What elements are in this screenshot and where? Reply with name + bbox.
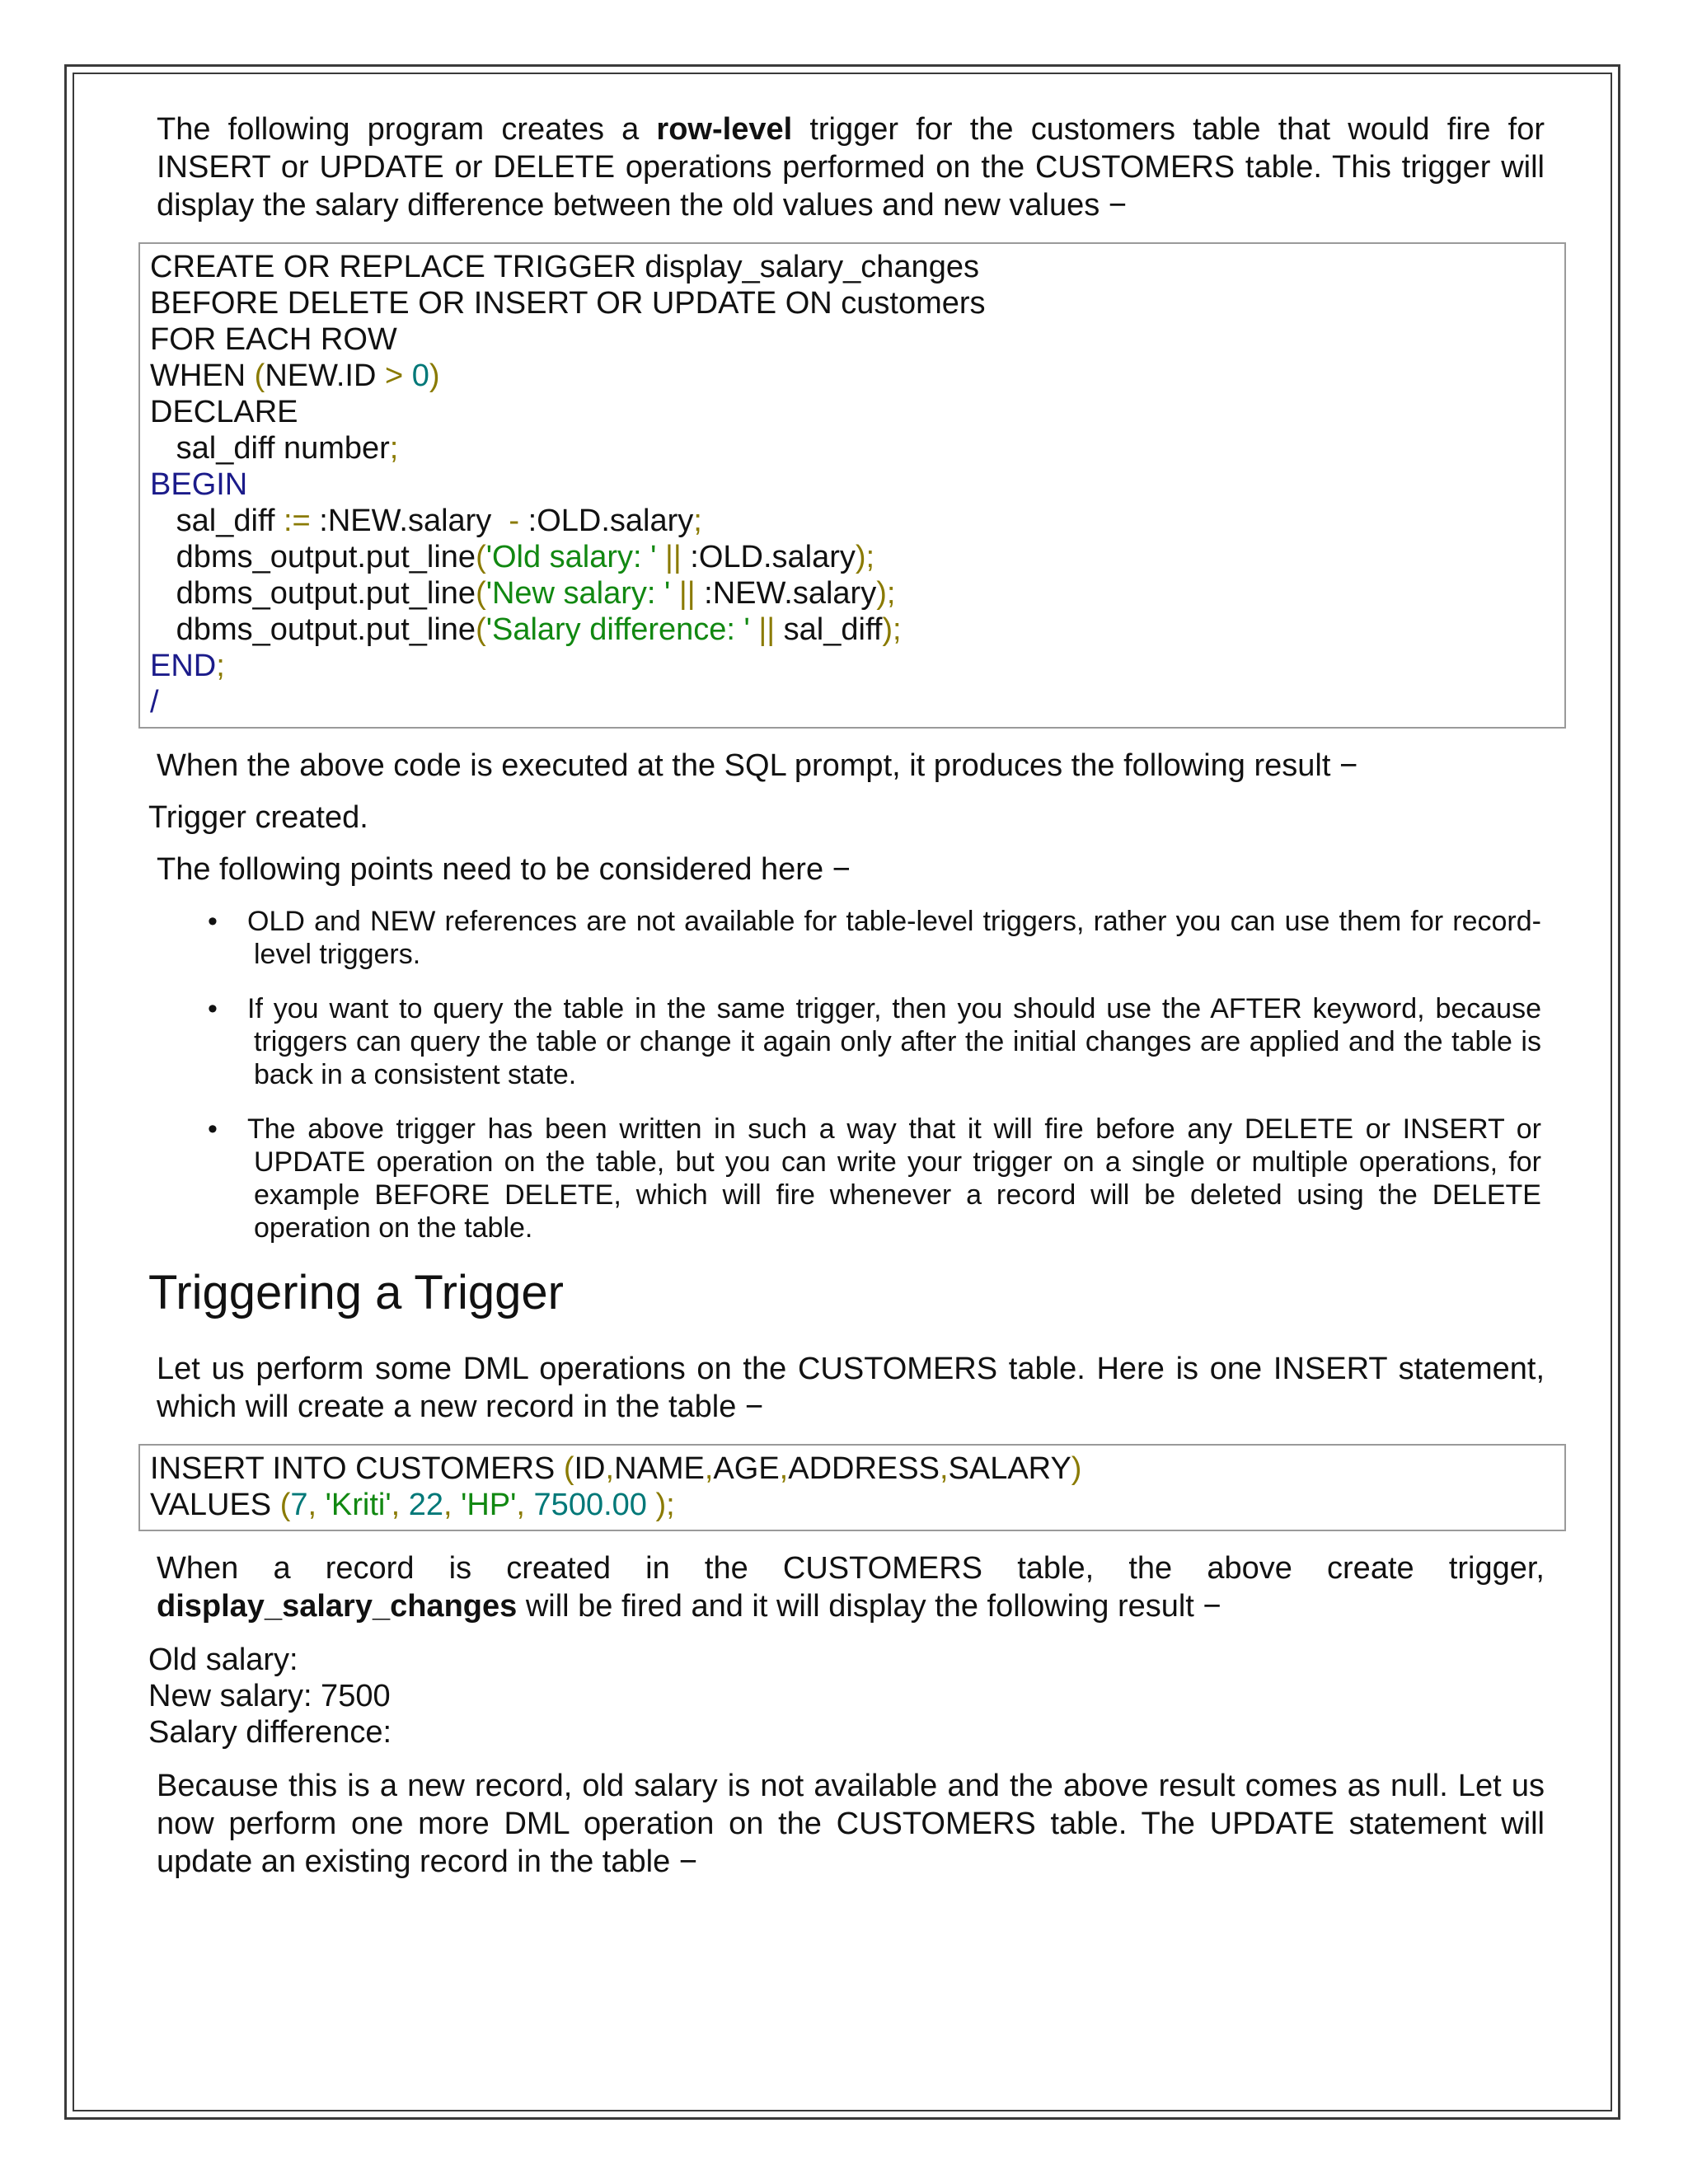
code-line <box>150 503 1556 539</box>
code-token: :OLD.salary <box>690 540 856 574</box>
code-token: sal_diff <box>150 504 284 538</box>
insert-code-block <box>138 1444 1566 1531</box>
code-token: dbms_output.put_line <box>150 612 476 647</box>
code-token: 'HP' <box>461 1488 517 1522</box>
code-token: || <box>670 576 705 611</box>
code-token: ); <box>882 612 902 647</box>
code-token: sal_diff <box>783 612 883 647</box>
code-token: END <box>150 649 217 683</box>
code-token: 7500.00 <box>533 1488 647 1522</box>
closing-paragraph: Because this is a new record, old salary is not available and the above result comes as null. Let us now perform one more DML operation on the CUSTOMERS table. The UPDATE statement will update an existing record in the table − <box>157 1769 1545 1879</box>
code-token: dbms_output.put_line <box>150 576 476 611</box>
code-token: ( <box>279 1488 291 1522</box>
executed-paragraph: When the above code is executed at the SQL prompt, it produces the following result − <box>157 748 1358 783</box>
code-token: :NEW.salary <box>704 576 877 611</box>
code-token: - <box>509 504 528 538</box>
code-line: BEGIN <box>150 467 248 502</box>
code-line: BEFORE DELETE OR INSERT OR UPDATE ON customers <box>150 286 986 321</box>
code-token: NAME <box>614 1451 705 1486</box>
section-heading: Triggering a Trigger <box>148 1266 564 1319</box>
code-token: , <box>307 1488 326 1522</box>
code-token: WHEN <box>150 359 255 393</box>
code-token: := <box>283 504 320 538</box>
code-token: ) <box>1071 1451 1082 1486</box>
code-line <box>150 612 1556 648</box>
code-line: DECLARE <box>150 395 298 429</box>
fired-paragraph <box>157 1549 1545 1625</box>
code-token: 'New salary: ' <box>485 576 671 611</box>
code-line <box>150 430 1556 466</box>
code-token: ); <box>855 540 875 574</box>
code-line <box>150 648 1556 684</box>
code-token: ; <box>389 431 399 466</box>
bullet-icon: • <box>208 993 218 1024</box>
intro-bold-term: row-level <box>656 112 793 147</box>
code-token: ID <box>574 1451 606 1486</box>
code-token: 7 <box>290 1488 308 1522</box>
code-token: ( <box>254 359 265 393</box>
list-item-text: The above trigger has been written in such a way that it will fire before any DELETE or INSERT or UPDATE operation on the table, but you can write your trigger on a single or multiple operations, for example BEFORE DELETE, which will fire whenever a record will be deleted using the DELETE operation on the table. <box>247 1113 1541 1244</box>
intro-paragraph <box>157 110 1545 224</box>
code-token: > <box>385 359 412 393</box>
code-token: sal_diff number <box>150 431 390 466</box>
code-token: , <box>516 1488 534 1522</box>
code-token: , <box>443 1488 462 1522</box>
code-token: ( <box>563 1451 574 1486</box>
code-token: INSERT INTO CUSTOMERS <box>150 1451 564 1486</box>
code-token: ); <box>646 1488 675 1522</box>
result-line: Old salary: <box>148 1643 298 1677</box>
list-item <box>148 992 1541 1091</box>
code-token: ) <box>429 359 440 393</box>
result-line: Salary difference: <box>148 1715 392 1750</box>
considerations-list <box>148 905 1541 1244</box>
code-line: CREATE OR REPLACE TRIGGER display_salary_changes <box>150 250 979 284</box>
list-item <box>148 1113 1541 1244</box>
fired-text-2: will be fired and it will display the following result − <box>517 1589 1221 1624</box>
code-token: NEW.ID <box>265 359 385 393</box>
bullet-icon: • <box>208 906 218 937</box>
insert-result-output <box>148 1642 1566 1750</box>
code-token: , <box>605 1451 615 1486</box>
code-token: 'Old salary: ' <box>485 540 657 574</box>
code-token: 0 <box>411 359 429 393</box>
fired-bold-trigger-name: display_salary_changes <box>157 1589 518 1624</box>
result-line: New salary: 7500 <box>148 1679 391 1713</box>
code-line <box>150 358 1556 394</box>
code-line: / <box>150 685 159 719</box>
code-token: || <box>749 612 784 647</box>
intro-text-1: The following program creates a <box>157 112 657 147</box>
document-content <box>148 105 1566 1912</box>
intro-text-2: trigger for the customers table that would fire for INSERT or UPDATE or DELETE operations performed on the CUSTOMERS table. This trigger will display the salary difference between the old values and new values − <box>157 112 1545 223</box>
code-token: ( <box>476 576 486 611</box>
fired-text-1: When a record is created in the CUSTOMERS table, the above create trigger, <box>157 1551 1545 1586</box>
code-token: , <box>939 1451 949 1486</box>
code-token: , <box>779 1451 789 1486</box>
code-token: 'Kriti' <box>325 1488 392 1522</box>
code-token: ); <box>876 576 896 611</box>
trigger-code-block <box>138 242 1566 729</box>
code-line <box>150 539 1556 575</box>
code-token: ; <box>693 504 702 538</box>
list-item-text: If you want to query the table in the same trigger, then you should use the AFTER keyword, because triggers can query the table or change it again only after the initial changes are applied and the table is back in a consistent state. <box>247 993 1541 1090</box>
code-line <box>150 575 1556 612</box>
code-line <box>150 1487 1556 1523</box>
code-token: ( <box>476 612 486 647</box>
code-token: , <box>391 1488 409 1522</box>
bullet-icon: • <box>208 1113 218 1145</box>
result-trigger-created: Trigger created. <box>148 800 368 835</box>
code-token: AGE <box>713 1451 780 1486</box>
code-token: dbms_output.put_line <box>150 540 476 574</box>
code-token: ADDRESS <box>788 1451 940 1486</box>
list-item-text: OLD and NEW references are not available for table-level triggers, rather you can use them for record-level triggers. <box>247 906 1541 970</box>
code-token: :OLD.salary <box>528 504 694 538</box>
code-token: , <box>704 1451 714 1486</box>
code-token: :NEW.salary <box>319 504 509 538</box>
points-intro-paragraph: The following points need to be considered here − <box>157 852 851 887</box>
code-token: 'Salary difference: ' <box>485 612 750 647</box>
list-item <box>148 905 1541 971</box>
code-token: || <box>656 540 691 574</box>
code-token: ( <box>476 540 486 574</box>
code-token: VALUES <box>150 1488 280 1522</box>
dml-intro-paragraph: Let us perform some DML operations on the CUSTOMERS table. Here is one INSERT statement, which will create a new record in the table − <box>157 1352 1545 1424</box>
code-token: 22 <box>408 1488 443 1522</box>
code-line: FOR EACH ROW <box>150 322 397 357</box>
code-line <box>150 1451 1556 1487</box>
code-token: ; <box>216 649 225 683</box>
code-token: SALARY <box>948 1451 1071 1486</box>
